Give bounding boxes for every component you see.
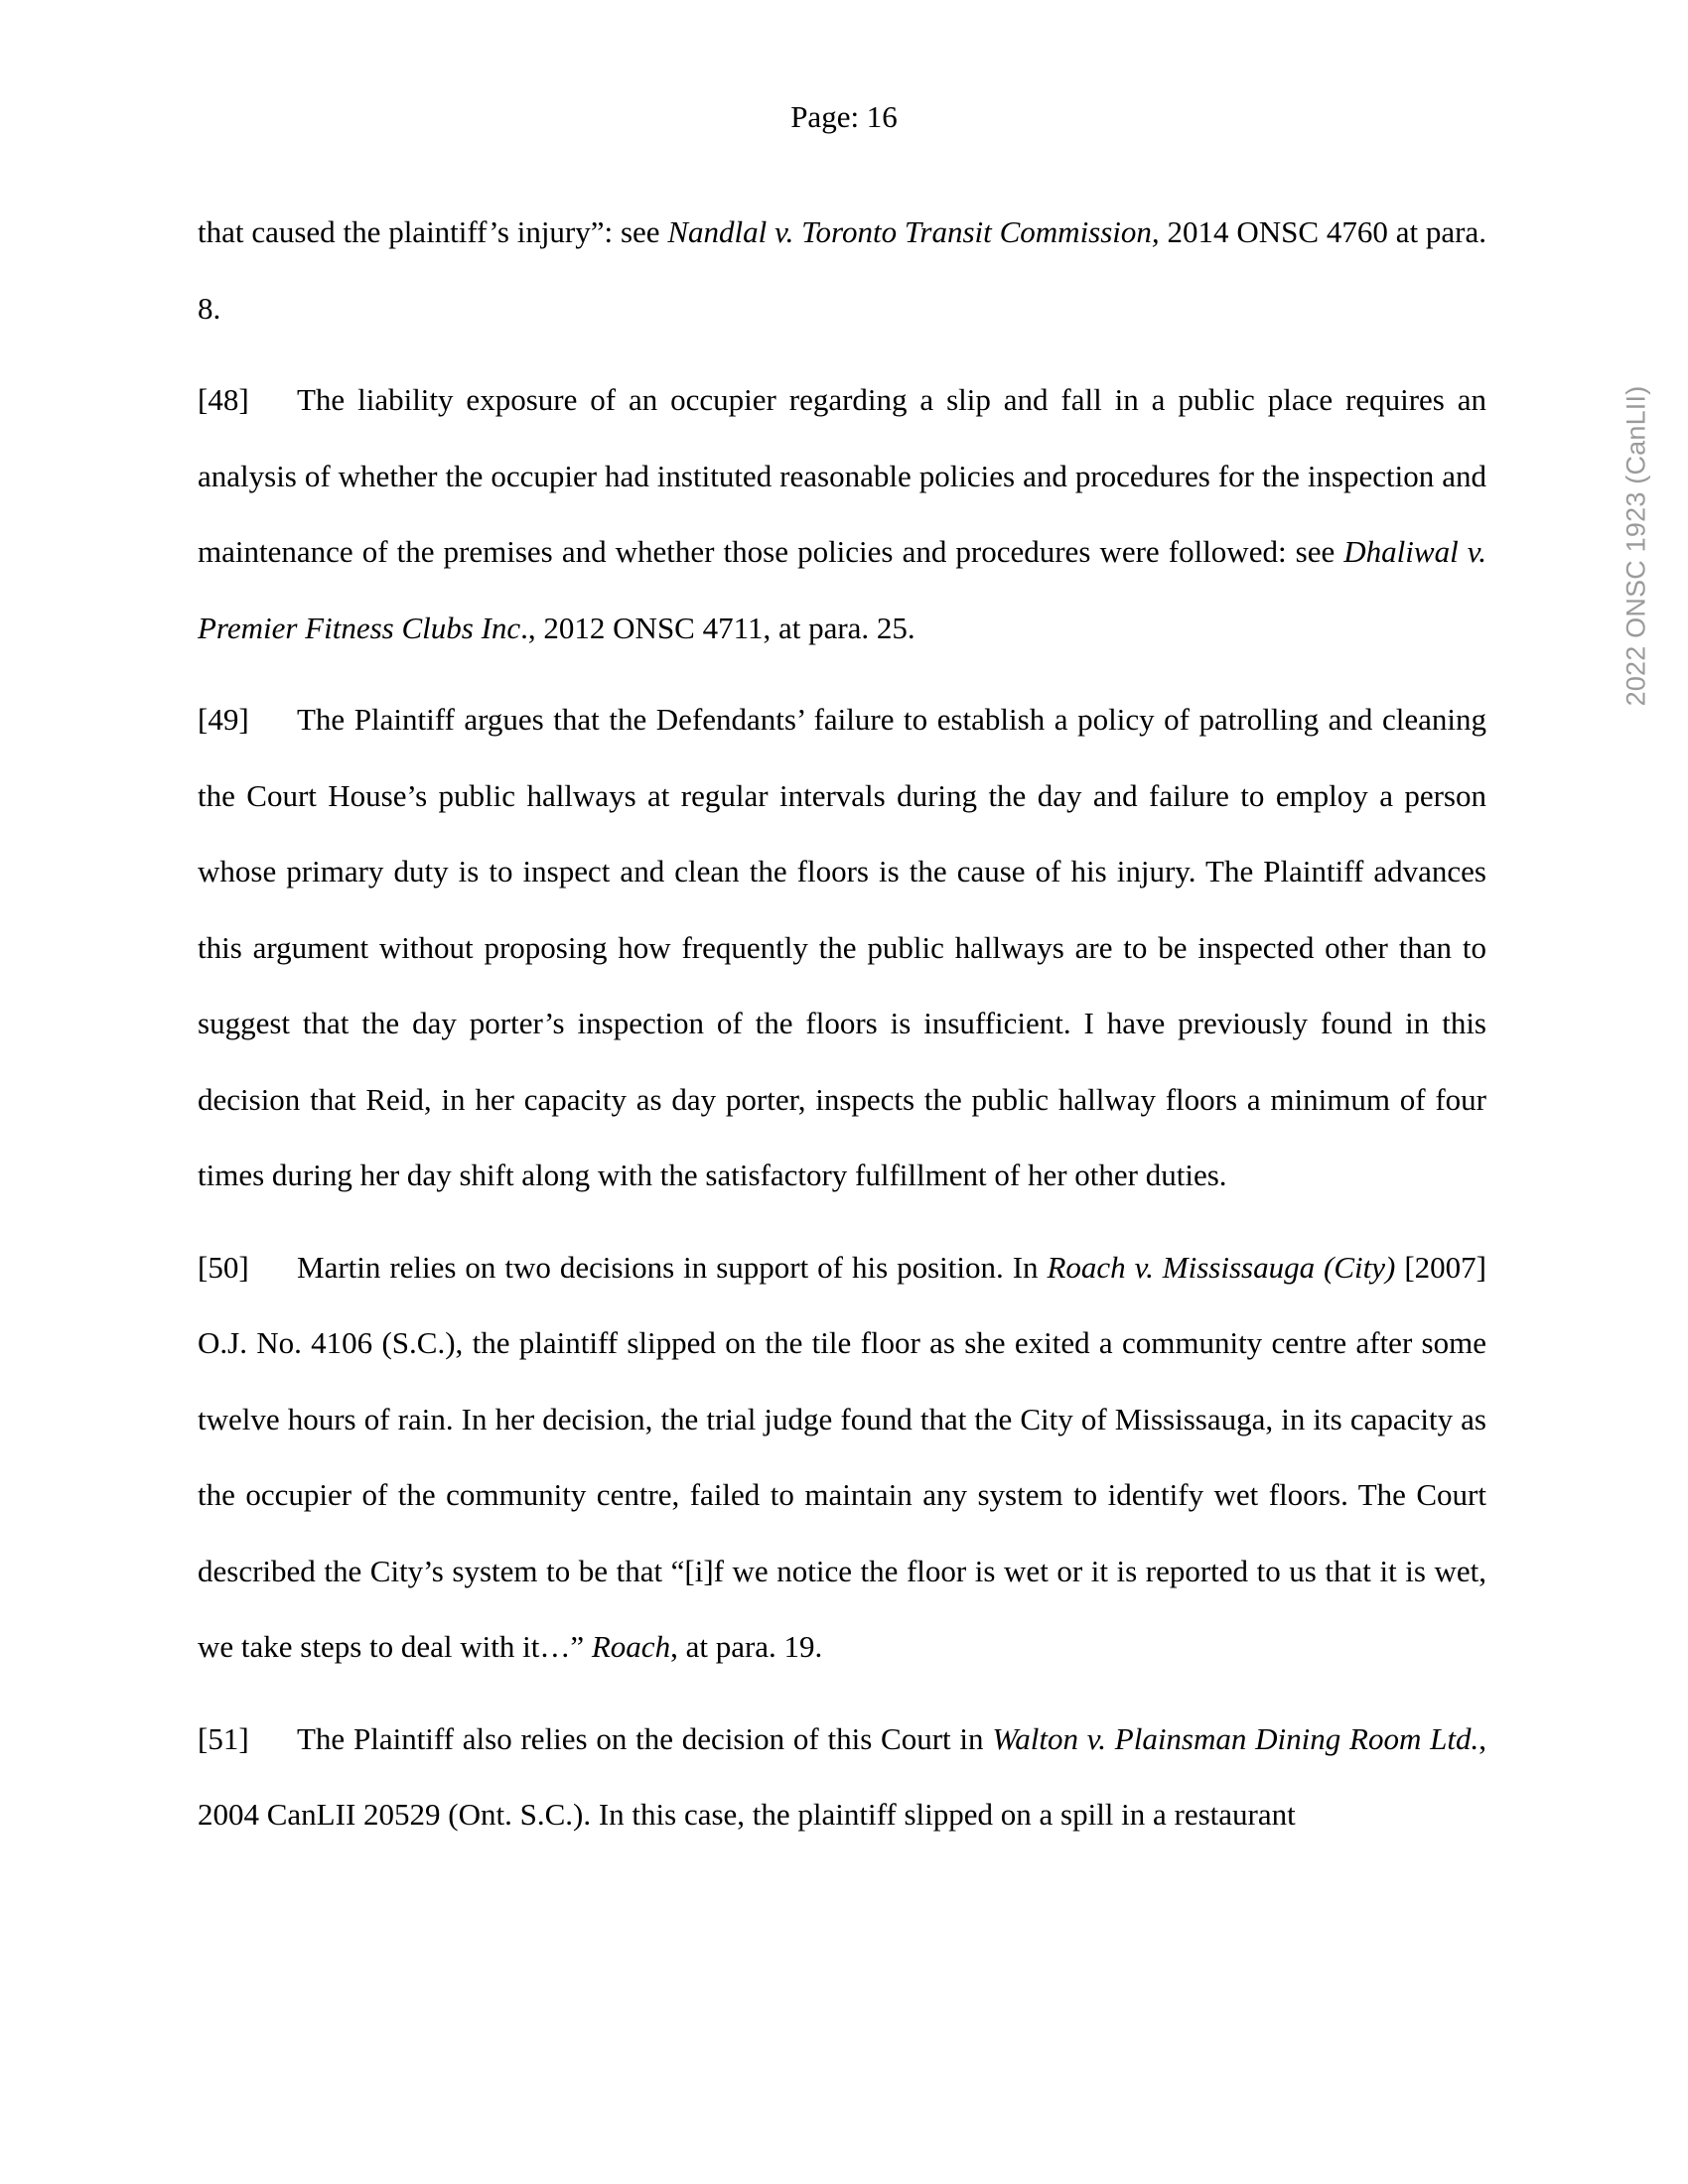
paragraph-number: [50] xyxy=(198,1249,249,1285)
case-citation: Roach v. Mississauga (City) xyxy=(1047,1249,1396,1285)
text-run: , 2004 CanLII 20529 (Ont. S.C.). In this case, the plaintiff slipped on a spill in a restaurant xyxy=(198,1720,1486,1832)
paragraph-49 xyxy=(198,682,1486,1214)
text-run: [2007] O.J. No. 4106 (S.C.), the plaintiff slipped on the tile floor as she exited a community centre after some twelve hours of rain. In her decision, the trial judge found that the City of Mississauga, in its capacity as the occupier of the community centre, failed to maintain any system to identify wet floors. The Court described the City’s system to be that “[i]f we notice the floor is wet or it is reported to us that it is wet, we take steps to deal with it…” xyxy=(198,1249,1486,1664)
text-run: 2014 ONSC 4760 at para. 8. xyxy=(198,214,1486,326)
paragraph-number: [49] xyxy=(198,702,249,737)
text-run: that caused the plaintiff’s injury”: see xyxy=(198,214,668,249)
text-run: ., 2012 ONSC 4711, at para. 25. xyxy=(520,610,915,645)
paragraph-number: [51] xyxy=(198,1720,249,1756)
case-citation: Roach xyxy=(591,1629,671,1664)
paragraph-continuation xyxy=(198,195,1486,346)
case-citation: Dhaliwal v. Premier Fitness Clubs Inc xyxy=(198,534,1486,645)
paragraph-50 xyxy=(198,1230,1486,1686)
judgment-body xyxy=(198,195,1486,1869)
text-run: , at para. 19. xyxy=(670,1629,823,1664)
paragraph-48 xyxy=(198,362,1486,666)
text-run: The Plaintiff argues that the Defendants’ failure to establish a policy of patrolling and cleaning the Court House’s public hallways at regular intervals during the day and failure to employ a person whose primary duty is to inspect and clean the floors is the cause of his injury. The Plaintiff advances this argument without proposing how frequently the public hallways are to be inspected other than to suggest that the day porter’s inspection of the floors is insufficient. I have previously found in this decision that Reid, in her capacity as day porter, inspects the public hallway floors a minimum of four times during her day shift along with the satisfactory fulfillment of her other duties. xyxy=(198,702,1486,1192)
paragraph-51 xyxy=(198,1702,1486,1853)
text-run: The liability exposure of an occupier regarding a slip and fall in a public place requires an analysis of whether the occupier had instituted reasonable policies and procedures for the inspection and maintenance of the premises and whether those policies and procedures were followed: see xyxy=(198,382,1486,569)
case-citation: Nandlal v. Toronto Transit Commission, xyxy=(667,214,1160,249)
page-number: Page: 16 xyxy=(790,99,898,134)
paragraph-number: [48] xyxy=(198,382,249,417)
text-run: Martin relies on two decisions in support of his position. In xyxy=(297,1249,1048,1285)
text-run: The Plaintiff also relies on the decision of this Court in xyxy=(297,1720,993,1756)
citation-watermark: 2022 ONSC 1923 (CanLII) xyxy=(1620,385,1651,707)
case-citation: Walton v. Plainsman Dining Room Ltd. xyxy=(992,1720,1479,1756)
